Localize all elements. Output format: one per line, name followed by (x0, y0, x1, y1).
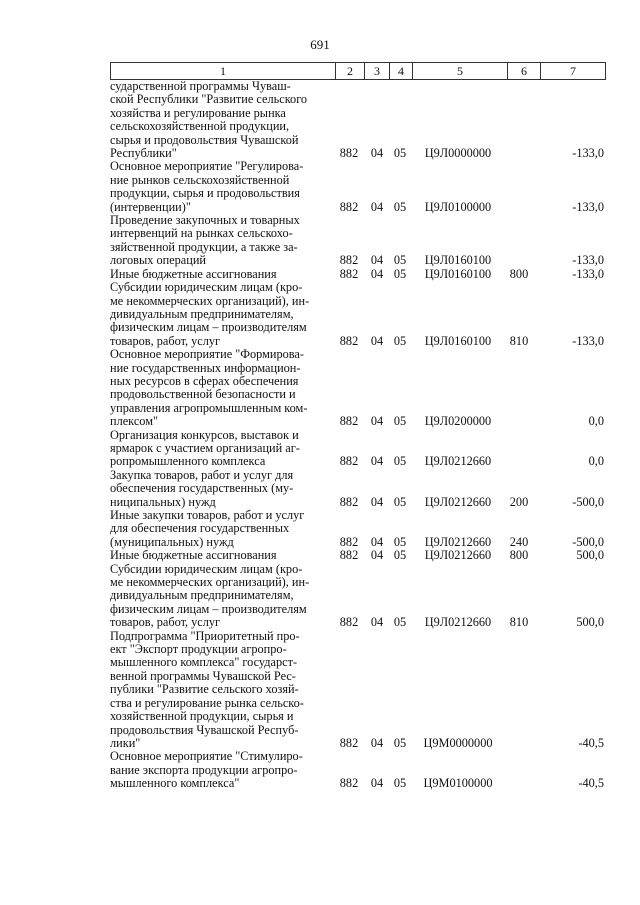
cell-target-article: Ц9Л0000000 (424, 146, 492, 161)
table-row (110, 509, 604, 549)
cell-target-article: Ц9Л0212660 (424, 615, 492, 630)
cell-section: 04 (370, 266, 384, 281)
cell-expense-type: 800 (509, 266, 529, 281)
cell-amount: -133,0 (572, 199, 604, 214)
cell-section: 04 (370, 494, 384, 509)
cell-target-article: Ц9Л0212660 (424, 534, 492, 549)
cell-subsection: 05 (393, 776, 407, 791)
cell-section: 04 (370, 534, 384, 549)
header-col-4: 4 (390, 63, 413, 79)
table-row (110, 630, 604, 751)
row-description: Закупка товаров, работ и услуг для обеспечения государственных (му- ниципальных) нужд (110, 467, 294, 509)
cell-amount: -500,0 (572, 534, 604, 549)
cell-section: 04 (370, 776, 384, 791)
cell-expense-type: 200 (509, 494, 529, 509)
table-row (110, 348, 604, 428)
row-description: Основное мероприятие "Формирова- ние государственных информацион- ных ресурсов в сферах обеспечения продовольственной безопасности и управления агропромышленным ком- плексом" (110, 347, 308, 429)
row-description: Основное мероприятие "Стимулиро- вание экспорта продукции агропро- мышленного комплекса" (110, 749, 303, 791)
cell-amount: -40,5 (578, 776, 604, 791)
cell-amount: 0,0 (588, 414, 604, 429)
header-col-3: 3 (365, 63, 390, 79)
table-row (110, 429, 604, 469)
cell-amount: 0,0 (588, 454, 604, 469)
cell-subsection: 05 (393, 146, 407, 161)
cell-amount: -133,0 (572, 253, 604, 268)
cell-expense-type: 810 (509, 333, 529, 348)
cell-grbs: 882 (339, 199, 359, 214)
row-description: Субсидии юридическим лицам (кро- ме некоммерческих организаций), ин- дивидуальным предпринимателям, физическим лицам – производителям товаров, работ, услуг (110, 561, 310, 630)
row-description: Иные закупки товаров, работ и услуг для обеспечения государственных (муниципальных) нужд (110, 508, 305, 549)
cell-target-article: Ц9Л0212660 (424, 494, 492, 509)
cell-expense-type: 810 (509, 615, 529, 630)
cell-section: 04 (370, 333, 384, 348)
cell-grbs: 882 (339, 454, 359, 469)
cell-grbs: 882 (339, 494, 359, 509)
cell-target-article: Ц9Л0212660 (424, 548, 492, 563)
cell-subsection: 05 (393, 333, 407, 348)
header-col-1: 1 (111, 63, 336, 79)
header-col-5: 5 (413, 63, 508, 79)
cell-section: 04 (370, 199, 384, 214)
cell-grbs: 882 (339, 534, 359, 549)
cell-subsection: 05 (393, 199, 407, 214)
table-header (110, 62, 606, 80)
cell-expense-type: 800 (509, 548, 529, 563)
cell-grbs: 882 (339, 548, 359, 563)
cell-target-article: Ц9Л0212660 (424, 454, 492, 469)
cell-subsection: 05 (393, 494, 407, 509)
cell-section: 04 (370, 146, 384, 161)
cell-subsection: 05 (393, 454, 407, 469)
cell-section: 04 (370, 253, 384, 268)
table-row (110, 469, 604, 509)
cell-section: 04 (370, 414, 384, 429)
cell-target-article: Ц9Л0160100 (424, 266, 492, 281)
cell-amount: -500,0 (572, 494, 604, 509)
header-col-2: 2 (336, 63, 365, 79)
row-description: Субсидии юридическим лицам (кро- ме некоммерческих организаций), ин- дивидуальным предпринимателям, физическим лицам – производителям товаров, работ, услуг (110, 280, 310, 348)
table-body (110, 80, 604, 791)
cell-subsection: 05 (393, 266, 407, 281)
row-description: Иные бюджетные ассигнования (110, 266, 277, 281)
table-row (110, 160, 604, 214)
cell-section: 04 (370, 454, 384, 469)
cell-grbs: 882 (339, 333, 359, 348)
table-row (110, 214, 604, 268)
row-description: Подпрограмма "Приоритетный про- ект "Экспорт продукции агропро- мышленного комплекса" государст- венной программы Чувашской Рес- публики "Развитие сельского хозяй- ства и регулирование рынка сельско- хозяйственной продукции, сырья и продовольствия Чувашской Респуб- лики" (110, 628, 304, 750)
cell-grbs: 882 (339, 146, 359, 161)
cell-target-article: Ц9Л0160100 (424, 333, 492, 348)
cell-target-article: Ц9Л0200000 (424, 414, 492, 429)
cell-amount: -133,0 (572, 333, 604, 348)
cell-expense-type: 240 (509, 534, 529, 549)
cell-amount: -133,0 (572, 146, 604, 161)
row-description: сударственной программы Чуваш- ской Республики "Развитие сельского хозяйства и регулирование рынка сельскохозяйственной продукции, сырья и продовольствия Чувашской Республики" (110, 79, 308, 161)
cell-subsection: 05 (393, 735, 407, 750)
table-row (110, 268, 604, 281)
row-description: Основное мероприятие "Регулирова- ние рынков сельскохозяйственной продукции, сырья и продовольствия (интервенции)" (110, 159, 304, 214)
cell-subsection: 05 (393, 615, 407, 630)
cell-section: 04 (370, 615, 384, 630)
cell-amount: -40,5 (578, 735, 604, 750)
cell-grbs: 882 (339, 615, 359, 630)
table-row (110, 563, 604, 630)
row-description: Организация конкурсов, выставок и ярмарок с участием организаций аг- ропромышленного комплекса (110, 427, 300, 469)
cell-section: 04 (370, 735, 384, 750)
table-row (110, 549, 604, 562)
row-description: Иные бюджетные ассигнования (110, 548, 277, 563)
cell-section: 04 (370, 548, 384, 563)
table-row (110, 750, 604, 790)
table-row (110, 281, 604, 348)
cell-grbs: 882 (339, 253, 359, 268)
cell-target-article: Ц9М0000000 (423, 735, 493, 750)
page-number: 691 (310, 37, 330, 52)
cell-target-article: Ц9М0100000 (423, 776, 493, 791)
row-description: Проведение закупочных и товарных интервенций на рынках сельскохо- зяйственной продукции, а также за- логовых операций (110, 213, 300, 268)
cell-subsection: 05 (393, 414, 407, 429)
cell-target-article: Ц9Л0160100 (424, 253, 492, 268)
header-col-7: 7 (570, 64, 576, 78)
cell-amount: -133,0 (572, 266, 604, 281)
header-col-6: 6 (508, 63, 541, 79)
table-row (110, 80, 604, 160)
cell-grbs: 882 (339, 266, 359, 281)
cell-target-article: Ц9Л0100000 (424, 199, 492, 214)
cell-subsection: 05 (393, 548, 407, 563)
cell-grbs: 882 (339, 414, 359, 429)
cell-amount: 500,0 (576, 548, 604, 563)
cell-subsection: 05 (393, 534, 407, 549)
cell-grbs: 882 (339, 735, 359, 750)
cell-amount: 500,0 (576, 615, 604, 630)
cell-grbs: 882 (339, 776, 359, 791)
cell-subsection: 05 (393, 253, 407, 268)
